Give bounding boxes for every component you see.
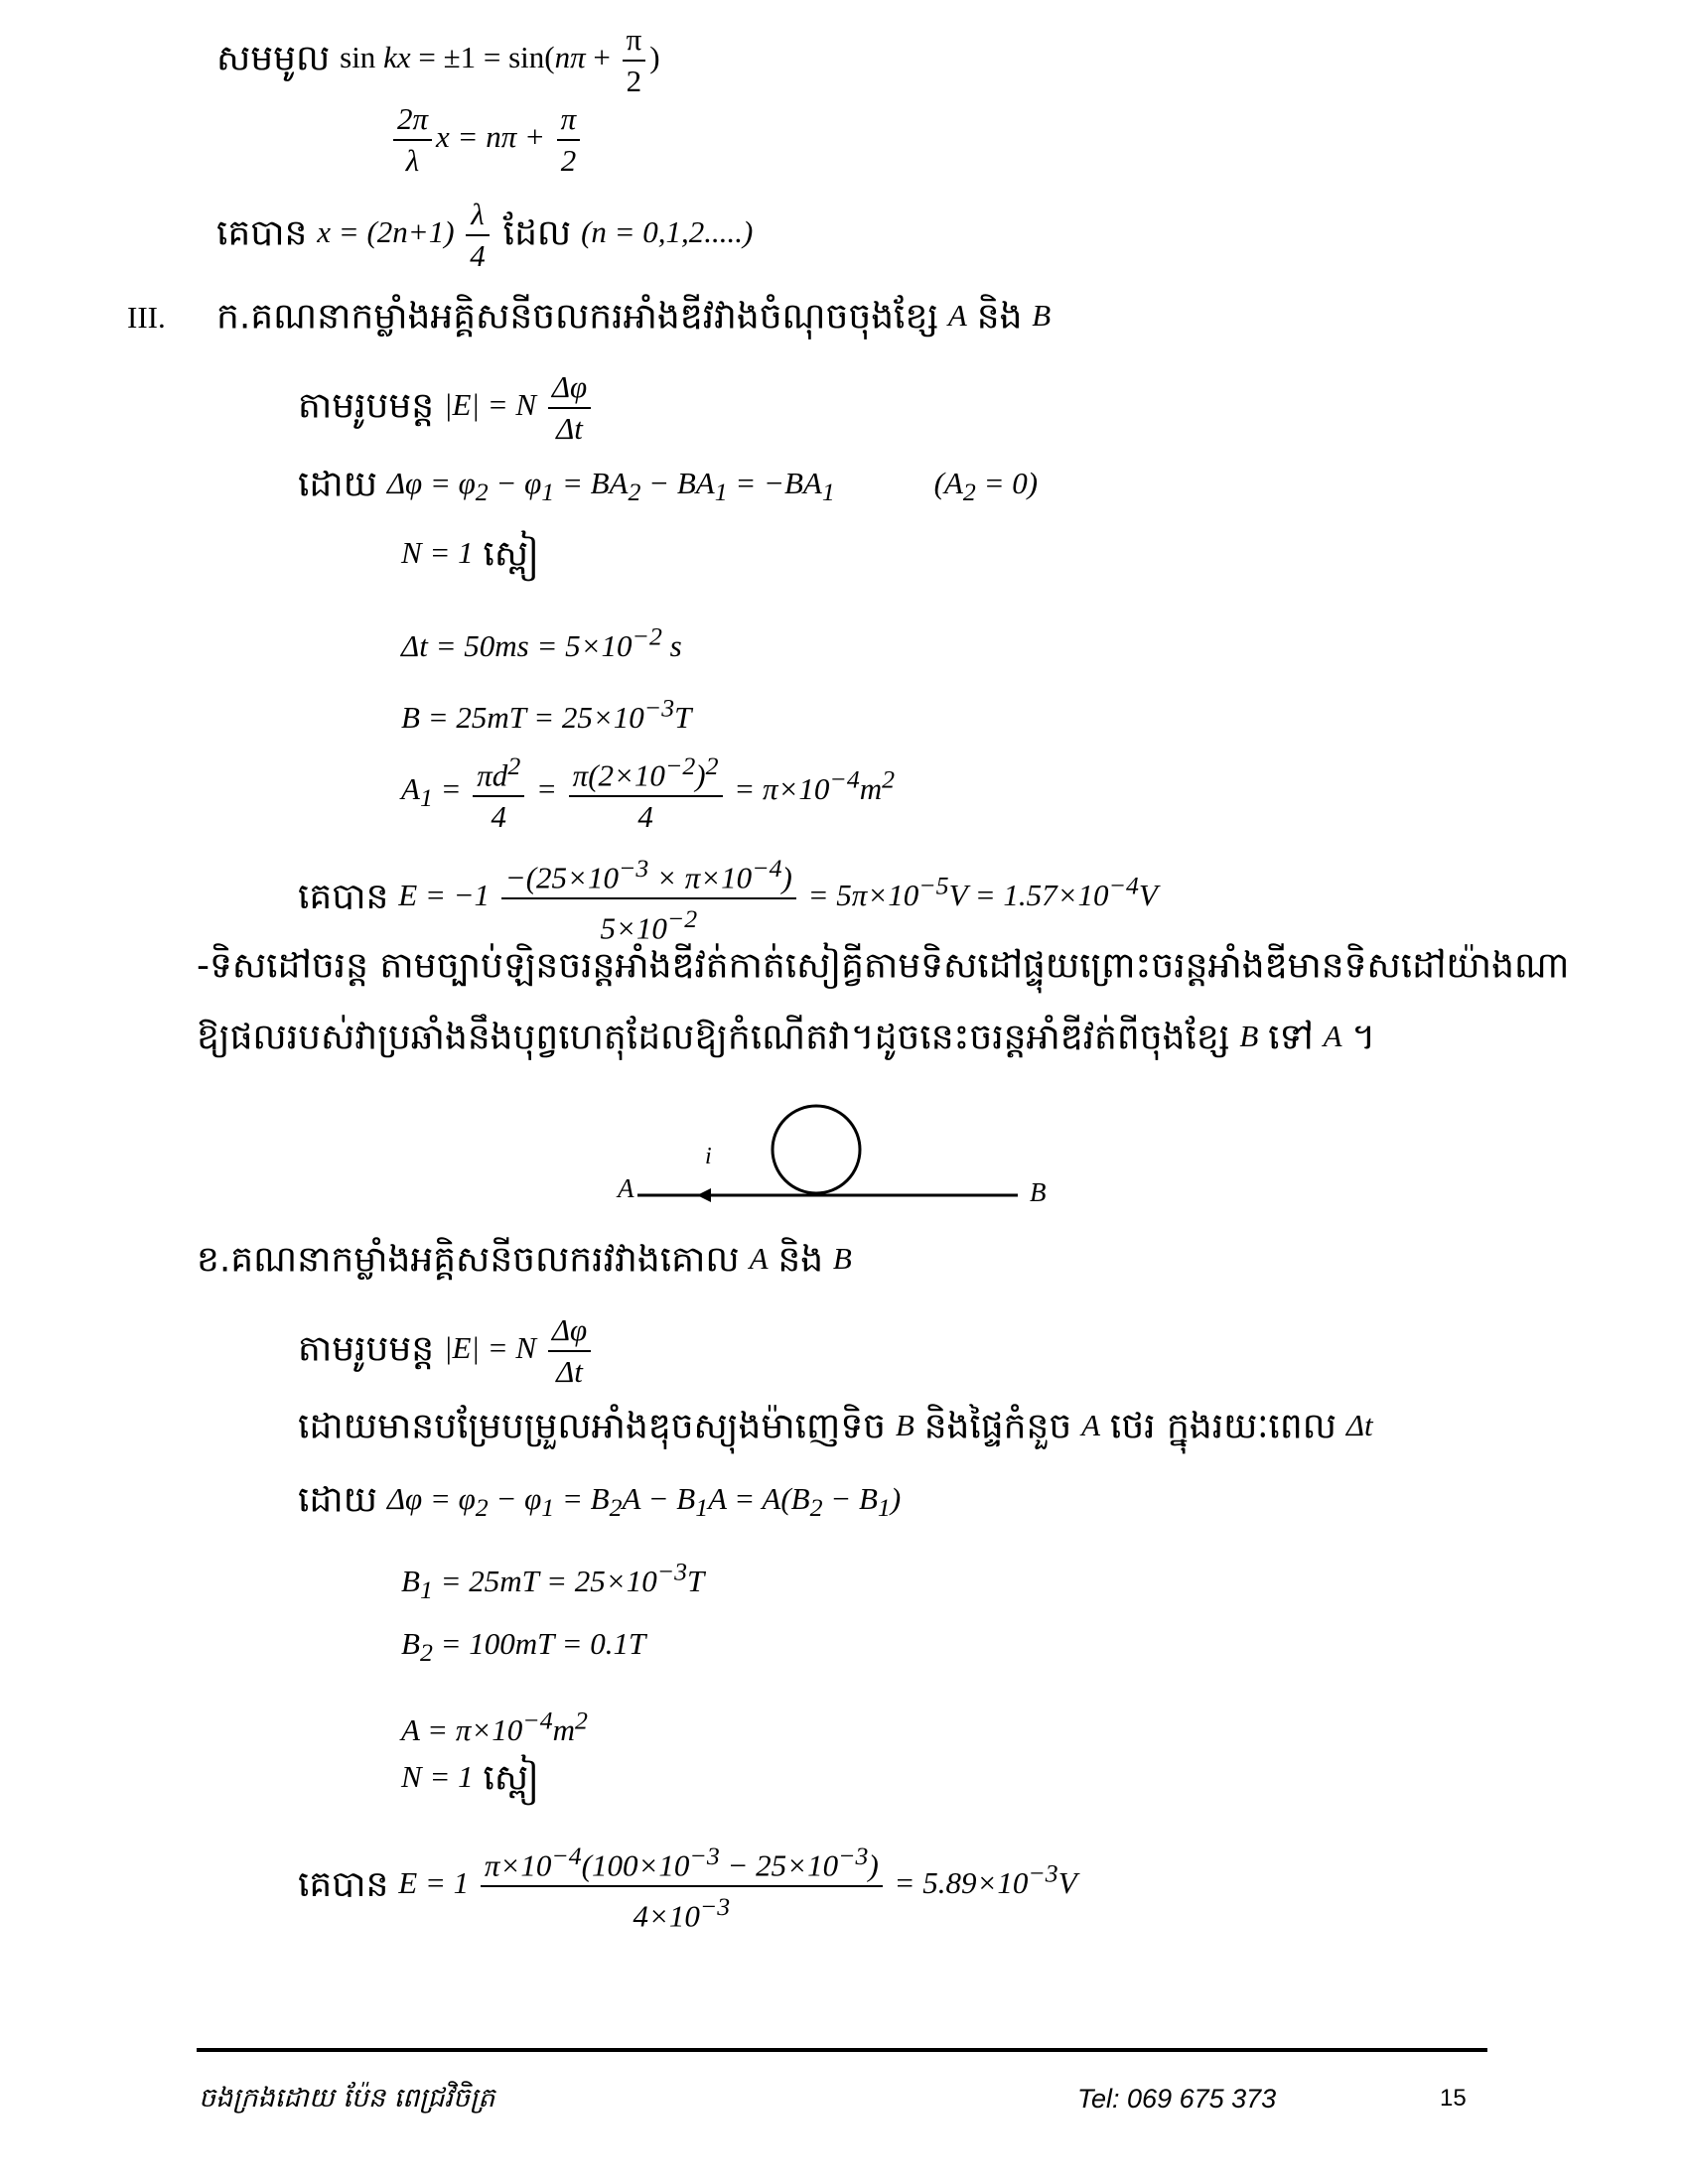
eq-formula (298, 367, 595, 449)
wire-loop (773, 1106, 860, 1193)
unit-turn: ស្ពៀ (483, 533, 539, 575)
direction-text-2: ឱ្យផលរបស់វាប្រឆាំងនឹងបុព្វហេតុដែលឱ្យកំណើតវា។ដូចនេះចរន្តអាំឌីវត់ពីចុងខ្សែ (197, 1017, 1230, 1058)
cb-point-a: A (1081, 1408, 1101, 1442)
diagram-label-current: i (705, 1144, 712, 1169)
sb-point-b: B (832, 1241, 852, 1276)
math-b1: $B_1 = 25mT = 25\times 10^{-3}T$ (401, 1558, 705, 1605)
cb-area-text: និងផ្ទៃកំនួច (923, 1406, 1072, 1447)
eq-2pi-lambda (389, 99, 584, 181)
current-arrow-icon (697, 1188, 711, 1202)
label-result-2: គេបាន (298, 1863, 389, 1905)
eq-equivalent (216, 20, 660, 101)
label-where: ដែល (502, 212, 572, 254)
eq-formula-2 (298, 1310, 595, 1392)
math-emf-1: E = −1 $\frac{-(25\times 10^{-3} \times \pi\times 10^{-4})}{5\times 10^{-2}}$ = $5\pi\times 10^{-5}V = 1.57\times 10^{-4}V$ (398, 878, 1158, 912)
eq-emf-result-1 (298, 849, 1158, 949)
eq-emf-result-2 (298, 1837, 1077, 1937)
label-formula-2: តាមរូបមន្ត (298, 1328, 435, 1370)
section-3-text: ក.គណនាកម្លាំងអគ្គិសនីចលករអាំងឌីវវាងចំណុចចុងខ្សែ (216, 296, 939, 338)
eq-delta-t (401, 615, 682, 668)
math-b: $B = 25mT = 25\times 10^{-3}T$ (401, 694, 692, 736)
math-b2: $B_2 = 100mT = 0.1T$ (401, 1626, 646, 1668)
section-b-text: ខ.គណនាកម្លាំងអគ្គិសនីចលករវវាងគោល (197, 1239, 740, 1281)
eq-b2 (401, 1622, 645, 1675)
eq-delta-phi-2 (298, 1477, 901, 1530)
label-formula: តាមរូបមន្ត (298, 385, 435, 427)
math-delta-t: $\Delta t = 50ms = 5\times 10^{-2}$ s (401, 622, 682, 664)
eq-delta-phi (298, 462, 1038, 514)
word-and: និង (976, 296, 1023, 338)
math-a: $A = \pi\times 10^{-4}m^2$ (401, 1706, 588, 1748)
cb-delta-t: Δt (1345, 1408, 1373, 1442)
label-result-1: គេបាន (298, 876, 389, 917)
math-emf-formula: |E| = N $\frac{\Delta\varphi}{\Delta t}$ (444, 387, 595, 422)
sb-word-and: និង (777, 1239, 824, 1281)
eq-n-turns (401, 531, 539, 577)
footer-author: ចងក្រងដោយ ប៉ែន ពេជ្រវិចិត្រ (199, 2083, 495, 2114)
diagram-label-b: B (1030, 1177, 1047, 1207)
eq-b1 (401, 1551, 704, 1613)
section-b-title (197, 1237, 852, 1283)
math-delta-phi-2: $\Delta\varphi = \varphi_2 - \varphi_1 = B_2A - B_1A = A(B_2 - B_1)$ (386, 1481, 902, 1523)
section-3-heading (127, 296, 166, 340)
math-n-2: N = 1 (401, 1759, 474, 1794)
loop-diagram-svg (596, 1092, 1072, 1221)
eq-area-a (401, 1700, 588, 1752)
eq-b-field (401, 687, 691, 740)
math-a1: $A_1$ = $\frac{\pi d^2}{4}$ = $\frac{\pi(2\times 10^{-2})^2}{4}$ = $\pi\times 10^{-4}m^2$ (401, 771, 895, 806)
label-equivalent: សមមូល (216, 38, 331, 79)
section-3-title (216, 294, 1051, 340)
cb-point-b: B (895, 1408, 914, 1442)
math-n: N = 1 (401, 535, 474, 570)
changing-b-statement (298, 1404, 1373, 1449)
cb-const-text: ថេរ ក្នុងរយៈពេល (1109, 1406, 1336, 1447)
eq-result-x (216, 195, 753, 276)
math-x: x = (2n+1) $\frac{\lambda}{4}$ (317, 214, 493, 249)
loop-diagram (596, 1092, 1072, 1225)
diagram-label-a: A (618, 1173, 634, 1203)
page-number: 15 (1440, 2085, 1467, 2112)
point-b: B (1032, 298, 1052, 333)
math-2pi-lambda: $\frac{2\pi}{\lambda}$ x = nπ + $\frac{\pi}{2}$ (389, 119, 584, 154)
math-emf-2: E = 1 $\frac{\pi\times 10^{-4}(100\times 10^{-3} - 25\times 10^{-3})}{4\times 10^{-3}}$ = $5.89\times 10^{-3}V$ (398, 1865, 1076, 1900)
label-result: គេបាន (216, 212, 308, 254)
direction-paragraph-1 (197, 943, 1569, 989)
end-mark: ។ (1351, 1017, 1376, 1058)
math-n-values: (n = 0,1,2.....) (581, 214, 754, 250)
label-by: ដោយ (298, 464, 377, 505)
math-sin-eq: sin kx = ±1 = sin(nπ + $\frac{\pi}{2}$ ) (340, 22, 660, 98)
math-emf-formula-2: |E| = N $\frac{\Delta\varphi}{\Delta t}$ (444, 1330, 595, 1365)
changing-b-text: ដោយមានបម្រែបម្រួលអាំងឌុចស្យុងម៉ាញេទិច (298, 1406, 887, 1447)
roman-three: III. (127, 300, 166, 335)
dir-point-a: A (1323, 1019, 1342, 1053)
eq-n-turns-2 (401, 1755, 539, 1801)
dir-point-b: B (1239, 1019, 1259, 1053)
footer-rule (197, 2048, 1487, 2052)
word-to: ទៅ (1268, 1017, 1314, 1058)
direction-text-1: -ទិសដៅចរន្ត តាមច្បាប់ឡិនចរន្តអាំងឌីវត់កាត់សៀគ្វីតាមទិសដៅផ្ទុយព្រោះចរន្តអាំងឌីមានទិសដៅយ៉ាងណា (197, 945, 1570, 987)
math-a2-zero: $(A_2 = 0)$ (933, 466, 1039, 507)
sb-point-a: A (749, 1241, 769, 1276)
label-by-2: ដោយ (298, 1479, 377, 1521)
eq-area-a1 (401, 747, 895, 837)
unit-turn-2: ស្ពៀ (483, 1757, 539, 1799)
footer-tel: Tel: 069 675 373 (1077, 2084, 1277, 2114)
math-delta-phi: $\Delta\varphi = \varphi_2 - \varphi_1 = BA_2 - BA_1 = -BA_1$ (386, 466, 835, 507)
direction-paragraph-2 (197, 1015, 1375, 1060)
point-a: A (947, 298, 967, 333)
